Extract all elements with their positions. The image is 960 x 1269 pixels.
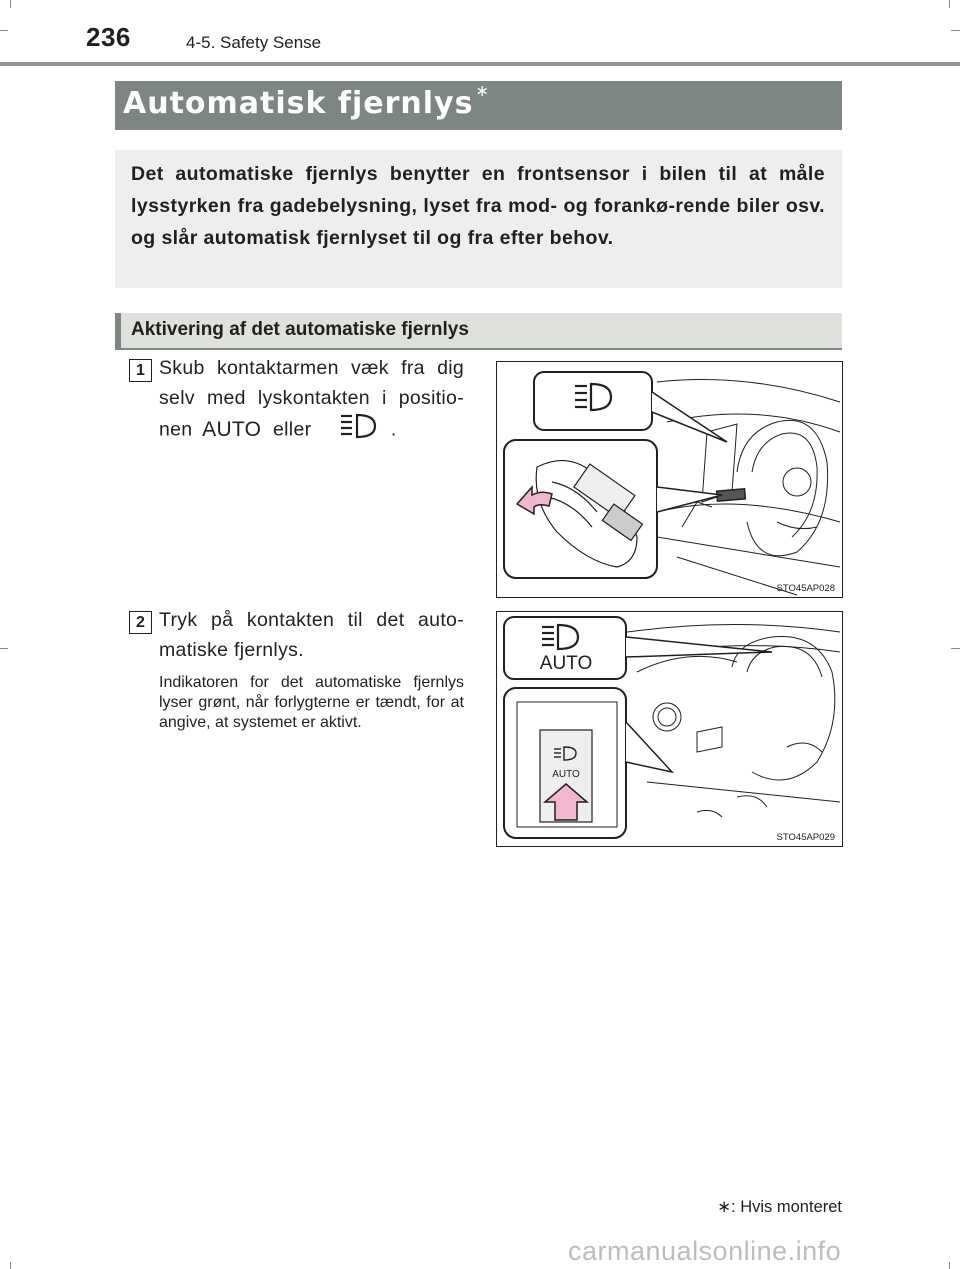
section-label: 4-5. Safety Sense bbox=[186, 33, 322, 52]
footnote bbox=[717, 1197, 842, 1217]
watermark: carmanualsonline.info bbox=[568, 1236, 842, 1266]
callout-auto-label: AUTO bbox=[539, 653, 593, 674]
figure-2-code: STO45AP029 bbox=[776, 832, 835, 843]
crop-mark bbox=[10, 0, 11, 8]
step-1-text-a: Skub kontaktarmen væk fra dig selv med lyskontakten i positio-nen bbox=[159, 357, 464, 441]
figure-1-code: STO45AP028 bbox=[776, 583, 835, 594]
step-1-text-b: eller bbox=[273, 418, 312, 441]
header-rule bbox=[0, 62, 960, 66]
step-2-note: Indikatoren for det automatiske fjernlys lyser grønt, når forlygterne er tændt, for at angive, at systemet er aktivt. bbox=[159, 674, 464, 731]
figure-combination-switch bbox=[496, 361, 843, 598]
page-number: 236 bbox=[86, 22, 131, 52]
crop-mark bbox=[10, 1262, 11, 1269]
figure-1-drawing bbox=[497, 362, 842, 597]
page-title-bar bbox=[115, 81, 842, 130]
subsection-title: Aktivering af det automatiske fjernlys bbox=[131, 319, 469, 340]
page-title-text: Automatisk fjernlys bbox=[123, 86, 474, 121]
title-asterisk: ∗ bbox=[475, 81, 490, 100]
footnote-marker: ∗ bbox=[717, 1198, 732, 1216]
figure-2-drawing bbox=[497, 612, 842, 846]
footnote-text: : Hvis monteret bbox=[731, 1198, 842, 1216]
step-1-text bbox=[159, 353, 464, 448]
switch-auto-label: AUTO bbox=[552, 769, 580, 780]
intro-text: Det automatiske fjernlys benytter en frontsensor i bilen til at måle lysstyrken fra gadebelysning, lyset fra mod- og forankø-rende biler osv. og slår automatisk fjernlyset til og fra efter behov. bbox=[131, 163, 825, 249]
intro-box bbox=[115, 150, 842, 288]
crop-mark bbox=[0, 648, 8, 649]
step-1-text-c: . bbox=[390, 418, 397, 441]
crop-mark bbox=[949, 1262, 950, 1269]
step-2-text: Tryk på kontakten til det auto-matiske fjernlys. bbox=[159, 609, 464, 661]
figure-auto-high-beam-switch bbox=[496, 611, 843, 847]
crop-mark bbox=[0, 30, 8, 31]
step-number-2: 2 bbox=[129, 611, 152, 634]
step-number-1: 1 bbox=[129, 359, 152, 382]
auto-high-beam-icon bbox=[339, 413, 379, 448]
crop-mark bbox=[949, 0, 950, 8]
page-title bbox=[123, 81, 490, 121]
auto-label: AUTO bbox=[202, 417, 262, 441]
crop-mark bbox=[951, 30, 960, 31]
crop-mark bbox=[951, 648, 960, 649]
subsection-bar bbox=[115, 313, 842, 350]
